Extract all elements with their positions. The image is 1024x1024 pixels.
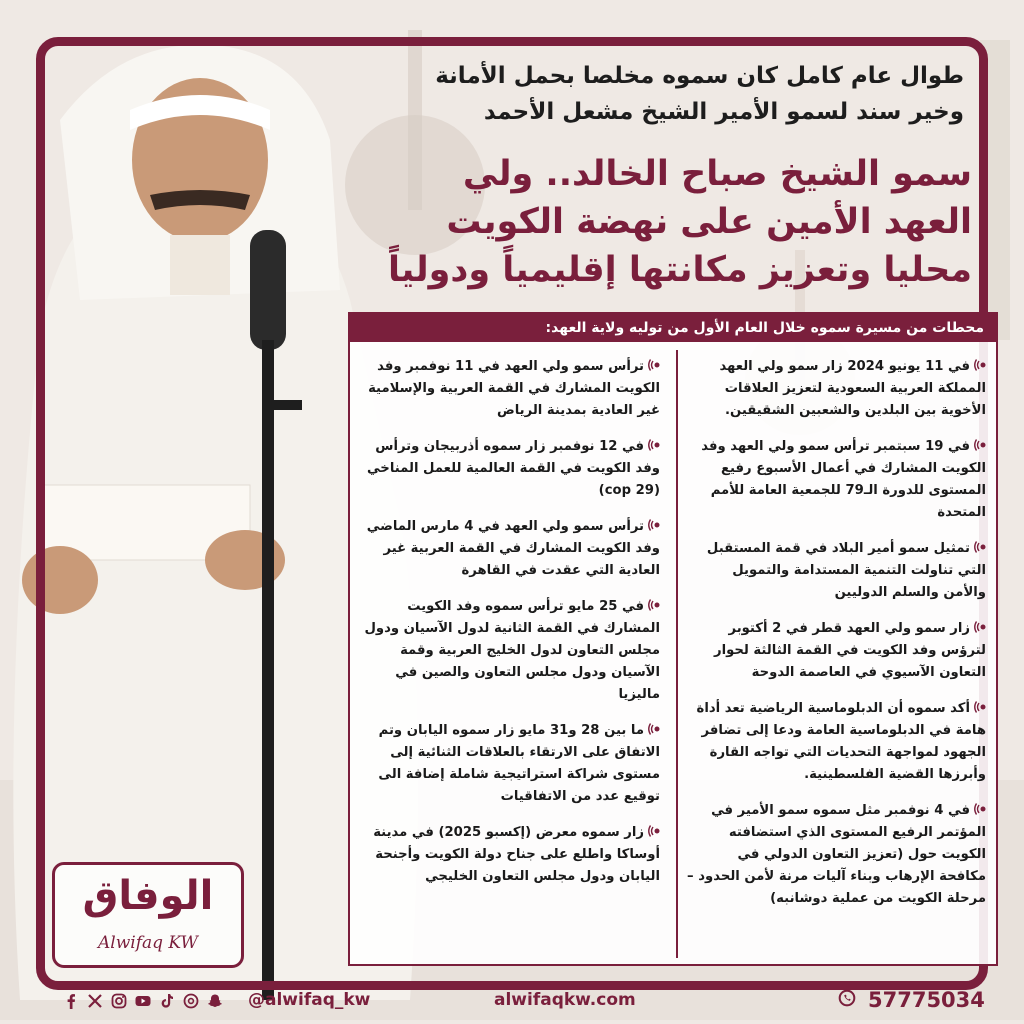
item-text: أكد سموه أن الدبلوماسية الرياضية تعد أداة هامة في الدبلوماسية العامة ودعا إلى تضافر الجهود لمواجهة التحديات التي تواجه القارة وأبرزها القضية الفلسطينية. [696,701,986,782]
bullet-icon [648,357,660,369]
subtitle-line: طوال عام كامل كان سموه مخلصا بحمل الأمانة [435,63,964,89]
facebook-icon[interactable] [62,992,80,1010]
headline-line: العهد الأمين على نهضة الكويت [446,202,972,242]
item-text: في 12 نوفمبر زار سموه أذربيجان وترأس وفد الكويت في القمة العالمية للعمل المناخي (29 cop) [366,439,660,498]
item-text: ما بين 28 و31 مايو زار سموه اليابان وتم الاتفاق على الارتقاء بالعلاقات الثنائية إلى مستوى شراكة استراتيجية شاملة إضافة الى توقيع عدد من الاتفاقيات [378,723,660,804]
brand-logo [52,862,244,968]
subtitle [364,58,964,130]
bullet-icon [974,619,986,631]
bullet-icon [648,597,660,609]
bullet-icon [648,437,660,449]
item-text: في 25 مايو ترأس سموه وفد الكويت المشارك في القمة الثانية لدول الآسيان ودول مجلس التعاون لدول الخليج العربية وقمة الآسيان ودول مجلس التعاون والصين في ماليزيا [364,599,660,702]
snapchat-icon[interactable] [206,992,224,1010]
list-item [686,800,986,910]
youtube-icon[interactable] [134,992,152,1010]
list-item [686,618,986,684]
right-column [686,356,986,924]
list-item [360,356,660,422]
footer [0,990,1024,1024]
list-item [686,698,986,786]
threads-icon[interactable] [182,992,200,1010]
bullet-icon [648,823,660,835]
bullet-icon [974,539,986,551]
subtitle-line: وخير سند لسمو الأمير الشيخ مشعل الأحمد [483,99,964,125]
headline-line: سمو الشيخ صباح الخالد.. ولي [462,154,972,194]
headline [332,150,972,294]
list-item [360,596,660,706]
social-icons [62,992,224,1010]
phone-contact[interactable] [838,988,985,1012]
bullet-icon [974,437,986,449]
headline-line: محليا وتعزيز مكانتها إقليمياً ودولياً [388,250,972,290]
list-item [686,356,986,422]
item-text: ترأس سمو ولي العهد في 4 مارس الماضي وفد الكويت المشارك في القمة العربية غير العادية التي عقدت في القاهرة [366,519,660,578]
social-handle[interactable]: @alwifaq_kw [248,990,371,1010]
left-column [360,356,660,902]
x-icon[interactable] [86,992,104,1010]
list-item [686,436,986,524]
item-text: تمثيل سمو أمير البلاد في قمة المستقبل التي تناولت التنمية المستدامة والتمويل والأمن والسلم الدوليين [706,541,986,600]
list-item [360,822,660,888]
item-text: ترأس سمو ولي العهد في 11 نوفمبر وفد الكويت المشارك في القمة العربية والإسلامية غير العادية بمدينة الرياض [368,359,660,418]
list-item [686,538,986,604]
tiktok-icon[interactable] [158,992,176,1010]
list-item [360,436,660,502]
item-text: في 4 نوفمبر مثل سموه سمو الأمير في المؤتمر الرفيع المستوى الذي استضافته الكويت حول (تعزيز التعاون الدولي في مكافحة الإرهاب وبناء آليات مرنة لأمن الحدود – مرحلة الكويت من عملية دوشانبه) [687,803,986,906]
list-item [360,516,660,582]
list-item [360,720,660,808]
bullet-icon [648,517,660,529]
bullet-icon [974,801,986,813]
item-text: في 11 يونيو 2024 زار سمو ولي العهد المملكة العربية السعودية لتعزيز العلاقات الأخوية بين البلدين والشعبين الشقيقين. [719,359,986,418]
bullet-icon [974,357,986,369]
logo-arabic: الوفاق [82,873,214,919]
bullet-icon [648,721,660,733]
panel-title: محطات من مسيرة سموه خلال العام الأول من توليه ولاية العهد: [350,314,996,342]
bullet-icon [974,699,986,711]
column-divider [676,350,678,958]
item-text: زار سمو ولي العهد قطر في 2 أكتوبر لترؤس وفد الكويت في القمة الثالثة لحوار التعاون الآسيوي في العاصمة الدوحة [713,621,986,680]
milestones-panel [348,312,998,966]
item-text: في 19 سبتمبر ترأس سمو ولي العهد وفد الكويت المشارك في أعمال الأسبوع رفيع المستوى للدورة الـ79 للجمعية العامة للأمم المتحدة [701,439,986,520]
logo-latin: Alwifaq KW [98,933,198,953]
website-link[interactable]: alwifaqkw.com [494,990,636,1010]
phone-number: 57775034 [868,988,985,1012]
instagram-icon[interactable] [110,992,128,1010]
item-text: زار سموه معرض (إكسبو 2025) في مدينة أوساكا واطلع على جناح دولة الكويت وأجنحة اليابان ودول مجلس التعاون الخليجي [373,825,660,884]
whatsapp-icon [838,988,856,1012]
